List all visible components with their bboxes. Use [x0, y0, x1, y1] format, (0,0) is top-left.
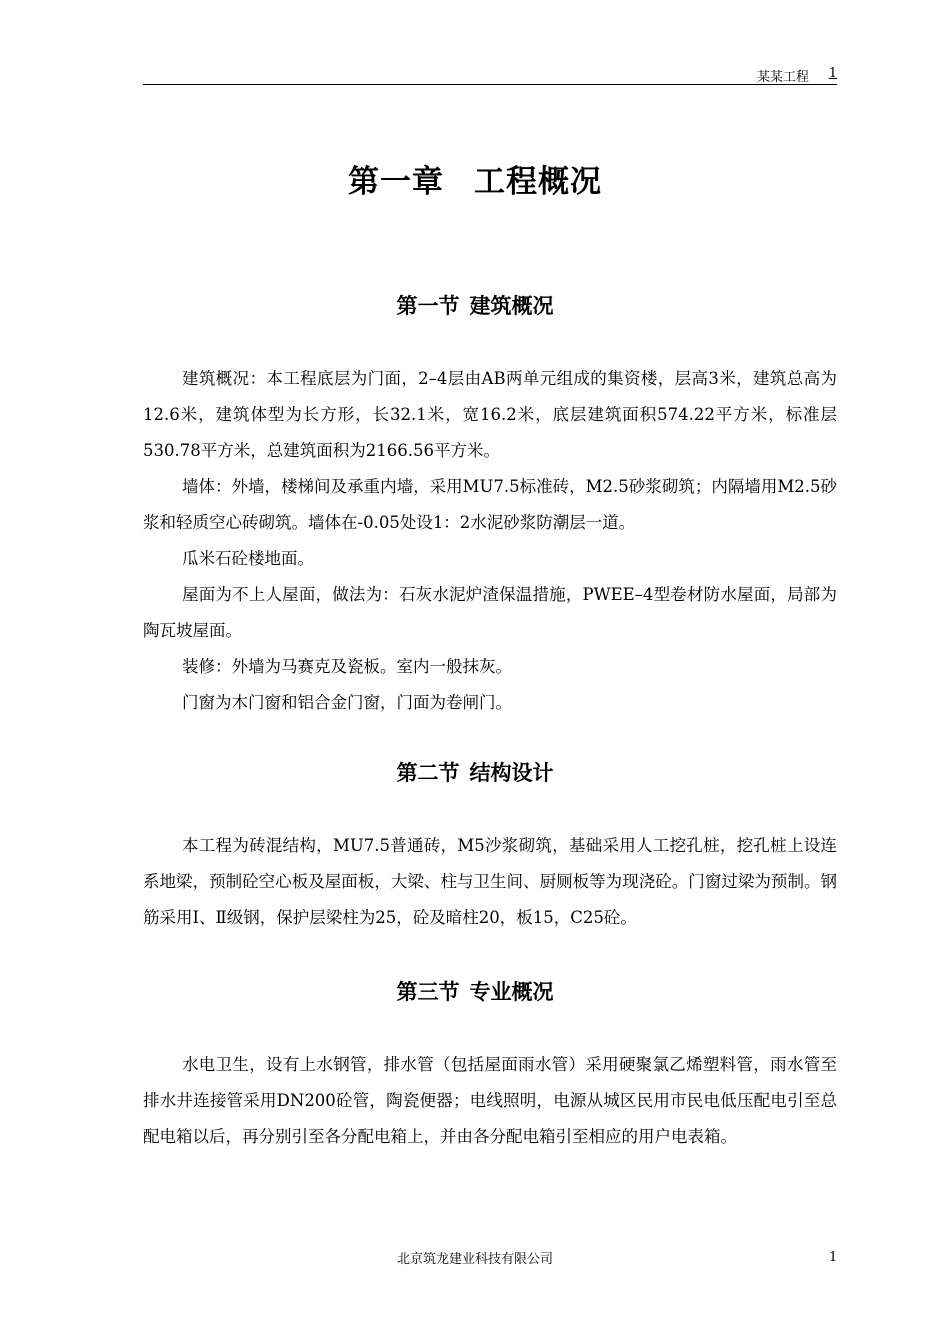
footer-page-number: 1 [829, 1250, 838, 1265]
paragraph: 本工程为砖混结构，MU7.5普通砖，M5沙浆砌筑，基础采用人工挖孔桩，挖孔桩上设连系地梁，预制砼空心板及屋面板，大梁、柱与卫生间、厨厕板等为现浇砼。门窗过梁为预制。钢筋采用Ⅰ、Ⅱ级钢，保护层梁柱为25，砼及暗柱20，板15，C25砼。 [143, 836, 837, 927]
paragraph: 装修：外墙为马赛克及瓷板。室内一般抹灰。 [182, 657, 512, 676]
paragraph: 门窗为木门窗和铝合金门窗，门面为卷闸门。 [182, 693, 512, 712]
page-header [143, 64, 837, 85]
paragraph: 屋面为不上人屋面，做法为：石灰水泥炉渣保温措施，PWEE–4型卷材防水屋面，局部为陶瓦坡屋面。 [143, 585, 837, 640]
footer-company: 北京筑龙建业科技有限公司 [396, 1252, 553, 1267]
header-title: 某某工程 [756, 70, 809, 85]
section-name: 建筑概况 [469, 294, 554, 318]
section-name: 结构设计 [469, 761, 554, 785]
header-page-number: 1 [828, 66, 837, 81]
paragraph: 建筑概况：本工程底层为门面，2–4层由AB两单元组成的集资楼，层高3米，建筑总高为12.6米，建筑体型为长方形，长32.1米，宽16.2米，底层建筑面积574.22平方米，标准层530.78平方米，总建筑面积为2166.56平方米。 [143, 369, 837, 460]
section-name: 专业概况 [469, 980, 554, 1004]
section-number: 第一节 [396, 294, 460, 318]
paragraph: 瓜米石砼楼地面。 [182, 549, 314, 568]
chapter-title [0, 156, 950, 201]
section-number: 第二节 [396, 761, 460, 785]
section-number: 第三节 [396, 980, 460, 1004]
chapter-number: 第一章 [348, 164, 444, 200]
section-title-1 [0, 290, 950, 320]
section-title-3 [0, 976, 950, 1006]
chapter-name: 工程概况 [474, 164, 602, 200]
paragraph: 墙体：外墙，楼梯间及承重内墙，采用MU7.5标准砖，M2.5砂浆砌筑；内隔墙用M2.5砂浆和轻质空心砖砌筑。墙体在-0.05处设1：2水泥砂浆防潮层一道。 [143, 477, 837, 532]
section-title-2 [0, 757, 950, 787]
paragraph: 水电卫生，设有上水钢管，排水管（包括屋面雨水管）采用硬聚氯乙烯塑料管，雨水管至排水井连接管采用DN200砼管，陶瓷便器；电线照明，电源从城区民用市民电低压配电引至总配电箱以后，再分别引至各分配电箱上，并由各分配电箱引至相应的用户电表箱。 [143, 1055, 837, 1146]
